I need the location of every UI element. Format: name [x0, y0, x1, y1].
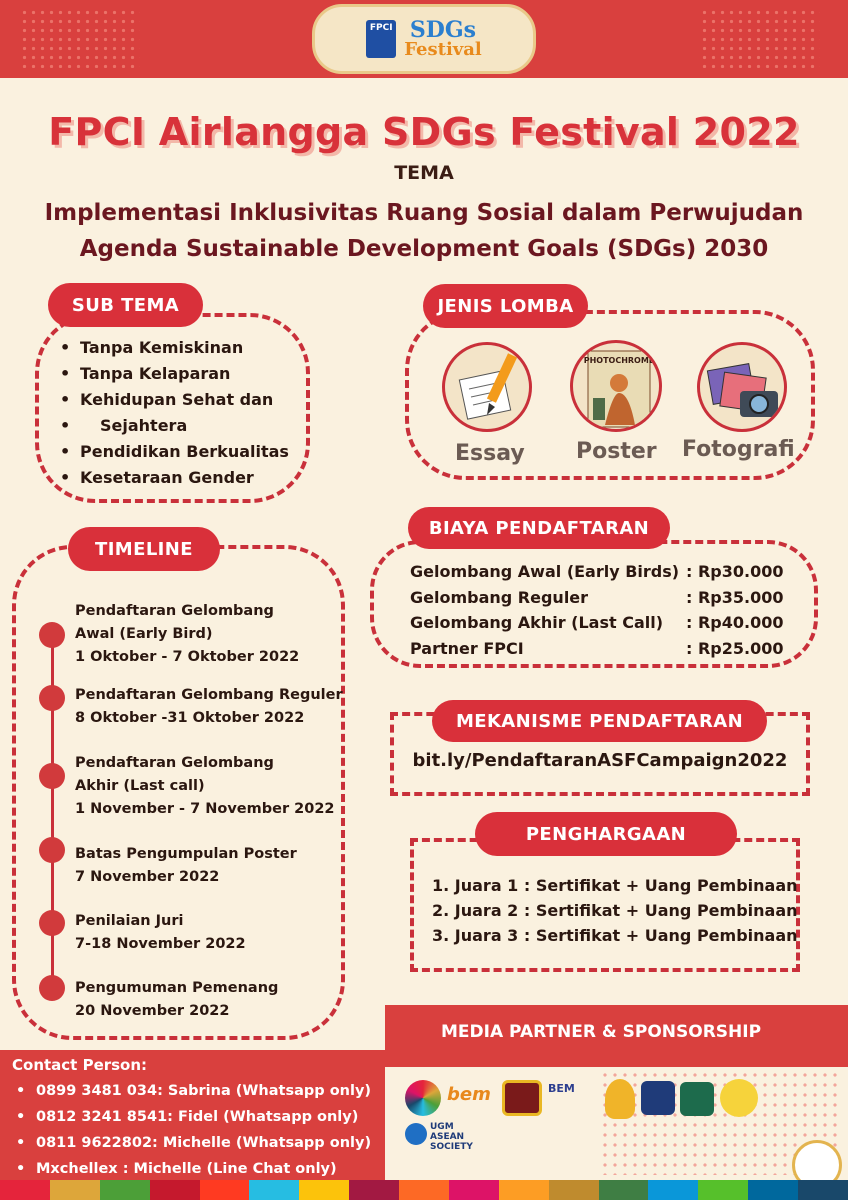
srg-logo [680, 1082, 714, 1116]
media-partner-heading: MEDIA PARTNER & SPONSORSHIP [441, 1022, 762, 1042]
timeline-dot [39, 975, 65, 1001]
list-item: • Kehidupan Sehat dan [58, 387, 298, 413]
contact-item: • Mxchellex : Michelle (Line Chat only) [14, 1156, 384, 1182]
registration-link[interactable]: bit.ly/PendaftaranASFCampaign2022 [412, 750, 788, 771]
stripe-segment [100, 1180, 150, 1200]
stripe-segment [798, 1180, 848, 1200]
biaya-names [410, 559, 690, 661]
fee-name: Gelombang Reguler [410, 587, 589, 607]
hi-logo [641, 1081, 675, 1115]
fotografi-label: Fotografi [682, 437, 795, 462]
fee-price: : Rp30.000 [686, 562, 784, 581]
contact-heading: Contact Person: [12, 1056, 148, 1074]
contact-section [0, 1050, 385, 1180]
stripe-segment [299, 1180, 349, 1200]
festival-logo [312, 4, 536, 74]
stripe-segment [698, 1180, 748, 1200]
fee-price: : Rp35.000 [686, 587, 784, 607]
stripe-segment [50, 1180, 100, 1200]
essay-label: Essay [455, 441, 525, 466]
biaya-prices [686, 559, 796, 661]
jenis-lomba-heading: JENIS LOMBA [423, 284, 588, 328]
stripe-segment [648, 1180, 698, 1200]
dots-decoration [20, 8, 140, 68]
list-item: • Pendidikan Berkualitas [58, 439, 298, 465]
ugm-asean-logo [405, 1123, 427, 1145]
timeline-dot [39, 622, 65, 648]
timeline-dot [39, 910, 65, 936]
page-title: FPCI Airlangga SDGs Festival 2022 [48, 110, 800, 154]
bem-fisip-logo: bem [447, 1084, 491, 1105]
stripe-segment [549, 1180, 599, 1200]
sub-tema-list [58, 335, 298, 491]
stripe-segment [200, 1180, 250, 1200]
tema-text: Implementasi Inklusivitas Ruang Sosial dalam Perwujudan Agenda Sustainable Development Goals (SDGs) 2030 [44, 200, 804, 262]
contact-item: • 0812 3241 8541: Fidel (Whatsapp only) [14, 1104, 384, 1130]
ugm-asean-text: UGM ASEAN SOCIETY [430, 1122, 473, 1152]
list-item: • Tanpa Kemiskinan [58, 335, 298, 361]
list-item: • Tanpa Kelaparan [58, 361, 298, 387]
timeline-item: Pendaftaran Gelombang Akhir (Last call) 1 November - 7 November 2022 [75, 755, 335, 817]
tema-label: TEMA [394, 162, 454, 184]
penghargaan-heading: PENGHARGAAN [475, 812, 737, 856]
gold-emblem-logo [605, 1079, 635, 1119]
yellow-badge-logo [720, 1079, 758, 1117]
timeline-dot [39, 837, 65, 863]
sdgs-wheel-logo [405, 1080, 441, 1116]
timeline-dot [39, 685, 65, 711]
biaya-heading: BIAYA PENDAFTARAN [408, 507, 670, 549]
stripe-segment [249, 1180, 299, 1200]
timeline-heading: TIMELINE [68, 527, 220, 571]
award-item: 1. Juara 1 : Sertifikat + Uang Pembinaan [432, 876, 798, 895]
fee-price: : Rp25.000 [686, 638, 784, 658]
fee-price: : Rp40.000 [686, 613, 784, 632]
list-item: • Sejahtera [58, 413, 298, 439]
timeline-item: Pendaftaran Gelombang Awal (Early Bird) 1 Oktober - 7 Oktober 2022 [75, 603, 300, 665]
stripe-segment [349, 1180, 399, 1200]
contact-list [14, 1078, 384, 1182]
timeline-item: Pengumuman Pemenang 20 November 2022 [75, 980, 279, 1019]
poster-title-text: PHOTOCHROME [583, 356, 655, 365]
timeline-item: Penilaian Juri 7-18 November 2022 [75, 913, 246, 952]
timeline-item: Batas Pengumpulan Poster 7 November 2022 [75, 846, 297, 885]
contact-item: • 0811 9622802: Michelle (Whatsapp only) [14, 1130, 384, 1156]
unair-shield-logo [502, 1080, 542, 1116]
sub-tema-heading: SUB TEMA [48, 283, 203, 327]
poster-label: Poster [576, 439, 657, 464]
fee-name: Gelombang Akhir (Last Call) [410, 613, 664, 632]
stripe-segment [449, 1180, 499, 1200]
stripe-segment [150, 1180, 200, 1200]
stripe-segment [499, 1180, 549, 1200]
stripe-segment [599, 1180, 649, 1200]
sdg-color-stripe [0, 1180, 848, 1200]
poster-icon [570, 340, 662, 432]
list-item: • Kesetaraan Gender [58, 465, 298, 491]
stripe-segment [748, 1180, 798, 1200]
dots-decoration [700, 8, 820, 68]
award-item: 2. Juara 2 : Sertifikat + Uang Pembinaan [432, 901, 798, 920]
award-item: 3. Juara 3 : Sertifikat + Uang Pembinaan [432, 926, 798, 945]
bem-feb-logo: BEM [548, 1082, 575, 1095]
stripe-segment [399, 1180, 449, 1200]
timeline-dot [39, 763, 65, 789]
fee-name: Partner FPCI [410, 638, 524, 658]
contact-item: • 0899 3481 034: Sabrina (Whatsapp only) [14, 1078, 384, 1104]
sdgs-festival-logo-text: SDGs Festival [404, 17, 482, 60]
camera-icon [697, 342, 787, 432]
timeline-item: Pendaftaran Gelombang Reguler 8 Oktober -31 Oktober 2022 [75, 687, 343, 726]
pen-paper-icon [442, 342, 532, 432]
stripe-segment [0, 1180, 50, 1200]
fpci-logo: FPCI [366, 20, 396, 58]
fee-name: Gelombang Awal (Early Birds) [410, 562, 680, 581]
mekanisme-heading: MEKANISME PENDAFTARAN [432, 700, 767, 742]
